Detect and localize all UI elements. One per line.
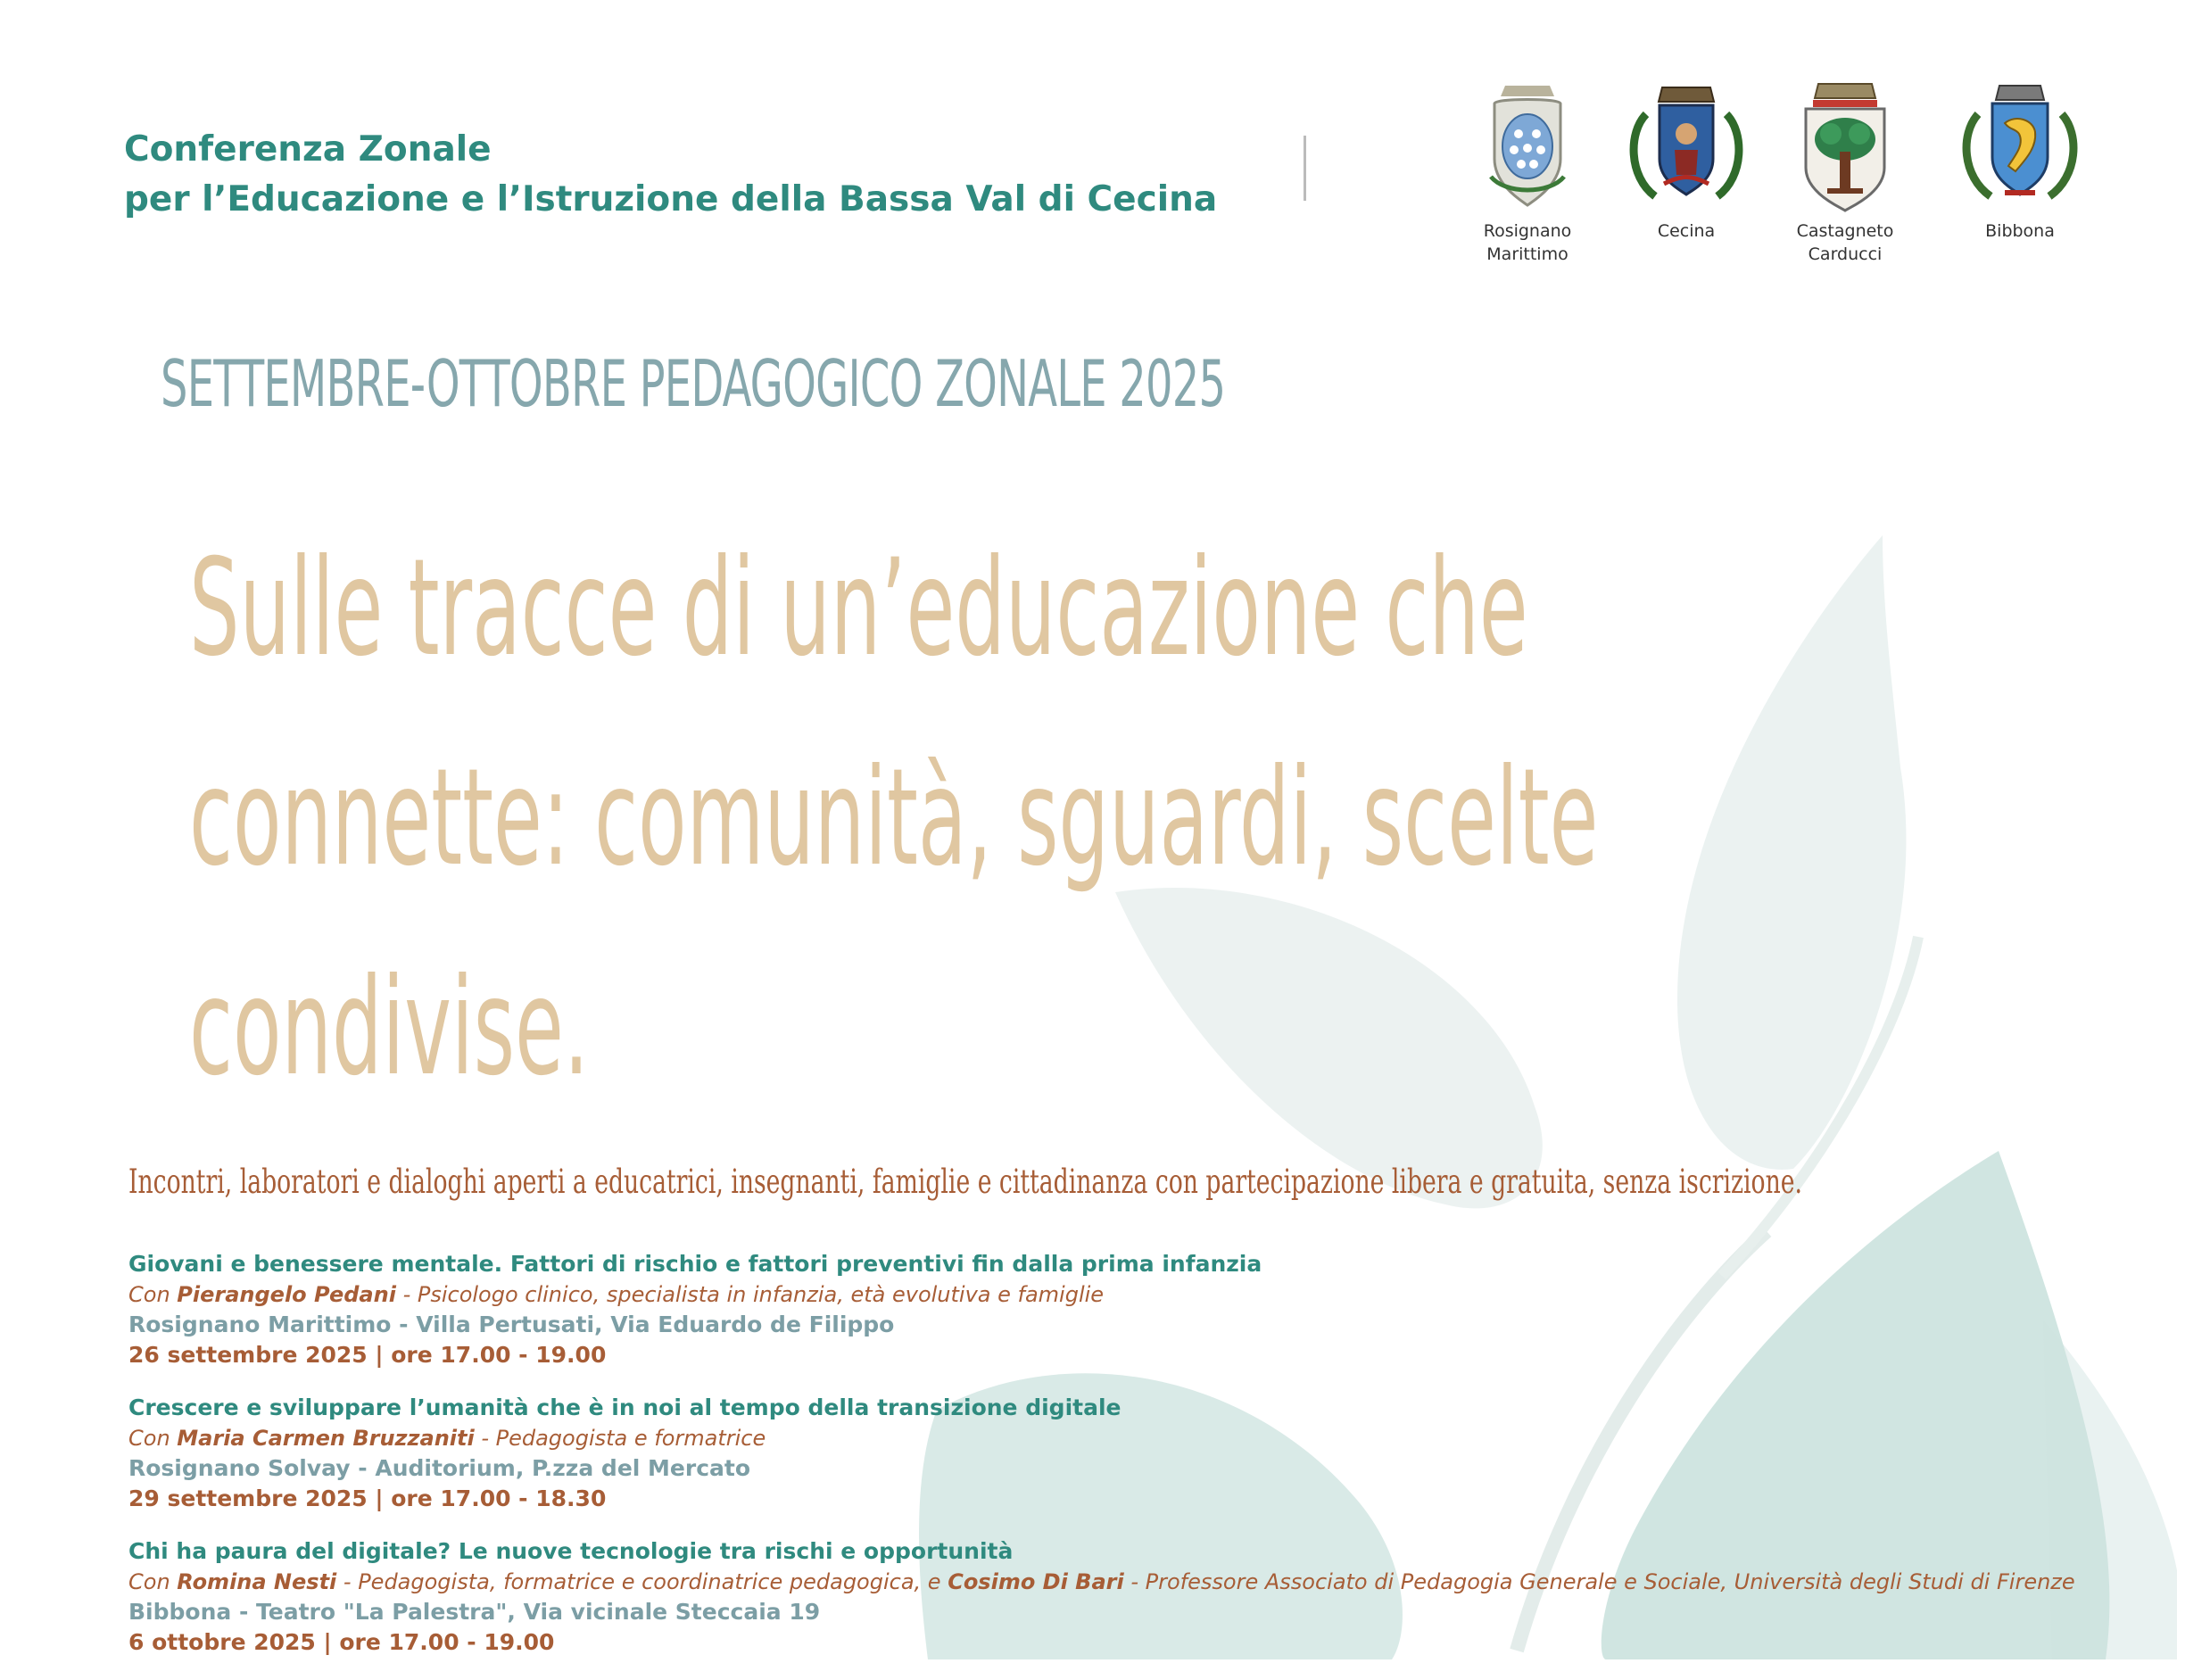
- event-place: Rosignano Marittimo - Villa Pertusati, Via Eduardo de Filippo: [128, 1312, 895, 1337]
- event-speakers: [128, 1279, 2136, 1310]
- event-title: Giovani e benessere mentale. Fattori di rischio e fattori preventivi fin dalla prima infanzia: [128, 1251, 1262, 1277]
- event-with-prefix: Con: [128, 1282, 178, 1307]
- event-speaker-role: - Psicologo clinico, specialista in infanzia, età evolutiva e famiglie: [395, 1282, 1105, 1307]
- event-speaker: Maria Carmen Bruzzaniti: [177, 1426, 475, 1451]
- bibbona-label: Bibbona: [1985, 221, 2055, 241]
- organization-title: [124, 125, 1217, 225]
- intro-text: Incontri, laboratori e dialoghi aperti a educatrici, insegnanti, famiglie e cittadinanza con partecipazione libera e gratuita, senza iscrizione.: [128, 1163, 1802, 1201]
- castagneto-crest-icon: [1792, 79, 1899, 212]
- headline-line1: Sulle tracce di un’educazione che: [189, 531, 1528, 686]
- event-item: [128, 1249, 2136, 1370]
- events-list: [128, 1249, 2136, 1680]
- castagneto-label: Castagneto Carducci: [1796, 221, 1894, 264]
- event-series-subtitle: SETTEMBRE-OTTOBRE PEDAGOGICO ZONALE 2025: [161, 346, 1226, 421]
- event-date: 26 settembre 2025 | ore 17.00 - 19.00: [128, 1342, 607, 1368]
- bibbona-crest-icon: [1953, 79, 2087, 212]
- event-speaker: Romina Nesti: [177, 1569, 337, 1594]
- event-title: Crescere e sviluppare l’umanità che è in noi al tempo della transizione digitale: [128, 1394, 1122, 1420]
- event-speaker-2: Cosimo Di Bari: [948, 1569, 1124, 1594]
- event-with-prefix: Con: [128, 1426, 178, 1451]
- cecina-crest-block: [1597, 79, 1775, 243]
- main-headline: [189, 504, 1599, 1133]
- event-place: Rosignano Solvay - Auditorium, P.zza del Mercato: [128, 1455, 751, 1481]
- headline-line2: connette: comunità, sguardi, scelte: [189, 741, 1599, 896]
- event-speaker-2-role: - Professore Associato di Pedagogia Generale e Sociale, Università degli Studi di Firenze: [1123, 1569, 2075, 1594]
- cecina-crest-icon: [1619, 79, 1753, 212]
- event-speaker-role: - Pedagogista e formatrice: [474, 1426, 766, 1451]
- event-place: Bibbona - Teatro "La Palestra", Via vicinale Steccaia 19: [128, 1599, 821, 1625]
- bibbona-crest-block: [1931, 79, 2109, 243]
- organization-title-line2: per l’Educazione e l’Istruzione della Bassa Val di Cecina: [124, 179, 1218, 219]
- event-item: [128, 1536, 2136, 1658]
- event-with-prefix: Con: [128, 1569, 178, 1594]
- rosignano-label: Rosignano Marittimo: [1483, 221, 1572, 264]
- event-date: 29 settembre 2025 | ore 17.00 - 18.30: [128, 1486, 607, 1511]
- header-divider: [1304, 136, 1306, 201]
- event-speakers: [128, 1567, 2136, 1597]
- headline-line3: condivise.: [189, 950, 590, 1105]
- castagneto-crest-block: [1756, 79, 1934, 266]
- organization-title-line1: Conferenza Zonale: [124, 129, 492, 170]
- event-speakers: [128, 1423, 2136, 1453]
- cecina-label: Cecina: [1657, 221, 1716, 241]
- event-speaker-role: - Pedagogista, formatrice e coordinatrice pedagogica, e: [336, 1569, 948, 1594]
- rosignano-crest-icon: [1478, 79, 1577, 212]
- event-speaker: Pierangelo Pedani: [177, 1282, 396, 1307]
- event-date: 6 ottobre 2025 | ore 17.00 - 19.00: [128, 1629, 555, 1655]
- event-item: [128, 1393, 2136, 1514]
- rosignano-crest-block: [1438, 79, 1617, 266]
- event-title: Chi ha paura del digitale? Le nuove tecnologie tra rischi e opportunità: [128, 1538, 1014, 1564]
